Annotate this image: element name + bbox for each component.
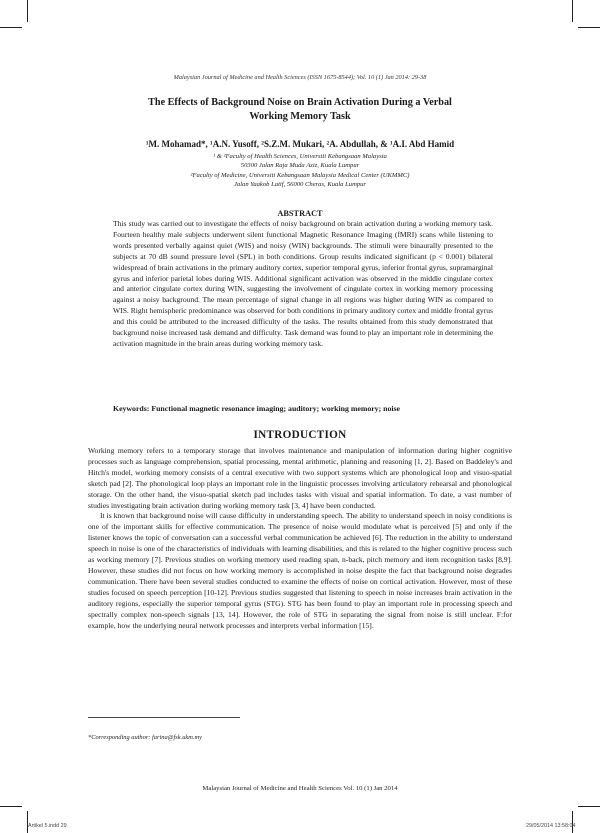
abstract-text: This study was carried out to investigate the effects of noisy background on brain activation during a working memory task. Fourteen healthy male subjects underwent silent functional Magnetic Resonance Imaging (fMRI) scans while listening to words presented verbally against quiet (WIS) and noisy (WIN) backgrounds. The stimuli were binaurally presented to the subjects at 70 dB sound pressure level (SPL) in both conditions. Group results indicated significant (p < 0.001) bilateral widespread of brain activations in the primary auditory cortex, superior temporal gyrus, inferior frontal gyrus, supramarginal gyrus and inferior parietal lobes during WIS. Additional significant activation was observed in the middle cingulate cortex and anterior cingulate cortex during WIN, suggesting the involvement of cingulate cortex in working memory processing against a noisy background. The mean percentage of signal change in all regions was higher during WIN as compared to WIS. Right hemispheric predominance was observed for both conditions in primary auditory cortex and middle frontal gyrus and this could be attributed to the increased difficulty of the tasks. The results obtained from this study demonstrated that background noise increased task demand and difficulty. Task demand was found to play an important role in determining the activation magnitude in the brain areas during working memory task. — [113, 219, 493, 348]
paper-title-line-2: Working Memory Task — [249, 111, 351, 122]
author-list: ¹M. Mohamad*, ¹A.N. Yusoff, ²S.Z.M. Mukari, ²A. Abdullah, & ¹A.I. Abd Hamid — [145, 139, 455, 149]
corresponding-author-footnote: *Corresponding author: farina@fsk.ukm.my — [88, 734, 202, 741]
introduction-heading: INTRODUCTION — [253, 429, 347, 441]
page-footer: Malaysian Journal of Medicine and Health Sciences Vol. 10 (1) Jan 2014 — [202, 785, 398, 792]
crop-mark-tl-h — [0, 27, 22, 28]
abstract-heading: ABSTRACT — [277, 209, 323, 218]
abstract-block — [113, 219, 493, 350]
affiliation-2-address: Jalan Yaakob Latif, 56000 Cheras, Kuala Lumpur — [233, 181, 366, 188]
crop-mark-br-v — [572, 811, 573, 833]
crop-mark-tr-h — [578, 27, 600, 28]
introduction-body — [88, 446, 512, 631]
keywords: Keywords: Functional magnetic resonance imaging; auditory; working memory; noise — [113, 404, 401, 413]
paper-title — [80, 96, 520, 124]
affiliation-2: ²Faculty of Medicine, Universiti Kebangsaan Malaysia Medical Center (UKMMC) — [190, 172, 410, 179]
crop-mark-bl-v — [27, 811, 28, 833]
intro-paragraph-2: It is known that background noise will cause difficulty in understanding speech. The ability to understand speech in noisy conditions is one of the important skills for effective communication. The presence of noise would modulate what is perceived [5] and only if the listener knows the topic of conversation can a successful verbal communication be achieved [6]. The reduction in the ability to understand speech in noise is one of the characteristics of individuals with learning disabilities, and this is related to the higher cognitive process such as working memory [7]. Previous studies on working memory used reading span, n-back, pitch memory and item recognition tasks [8,9]. However, these studies did not focus on how working memory is accomplished in noise despite the fact that background noise degrades communication. There have been several studies conducted to examine the effects of noise on cortical activation. However, most of these studies focused on speech perception [10-12]. Previous studies suggested that listening to speech in noise increases brain activation in the auditory regions, especially the superior temporal gyrus (STG). STG has been found to play an important role in processing speech and spectrally complex non-speech signals [13, 14]. However, the role of STG in separating the signal from noise is still unclear. F:for example, how the underlying neural network processes and interprets verbal information [15]. — [88, 511, 512, 630]
affiliation-1: ¹ & ²Faculty of Health Sciences, Universiti Kebangsaan Malaysia — [213, 153, 387, 160]
crop-mark-tr-v — [572, 0, 573, 22]
affiliation-1-address: 50300 Jalan Raja Muda Aziz, Kuala Lumpur — [240, 162, 360, 169]
crop-mark-tl-v — [27, 0, 28, 22]
running-header: Malaysian Journal of Medicine and Health Sciences (ISSN 1675-8544); Vol. 10 (1) Jan 2014: 29-38 — [173, 74, 427, 81]
paper-title-line-1: The Effects of Background Noise on Brain Activation During a Verbal — [148, 97, 452, 108]
print-slug-left: Artikel 5.indd 29 — [28, 823, 67, 829]
print-slug-right: 29/05/2014 13:58:04 — [526, 823, 576, 829]
footnote-rule — [88, 717, 240, 718]
crop-mark-br-h — [578, 806, 600, 807]
crop-mark-bl-h — [0, 806, 22, 807]
intro-paragraph-1: Working memory refers to a temporary storage that involves maintenance and manipulation of information during higher cognitive processes such as language comprehension, spatial processing, mental arithmetic, planning and reasoning [1, 2]. Based on Baddeley's and Hitch's model, working memory consists of a central executive with two support systems which are phonological loop and visuo-spatial sketch pad [2]. The phonological loop plays an important role in the linguistic processes involving articulatory rehearsal and phonological storage. On the other hand, the visuo-spatial sketch pad includes tasks with visual and spatial information. To date, a vast number of studies investigating brain activation during working memory task [3, 4] have been conducted. — [88, 446, 512, 510]
